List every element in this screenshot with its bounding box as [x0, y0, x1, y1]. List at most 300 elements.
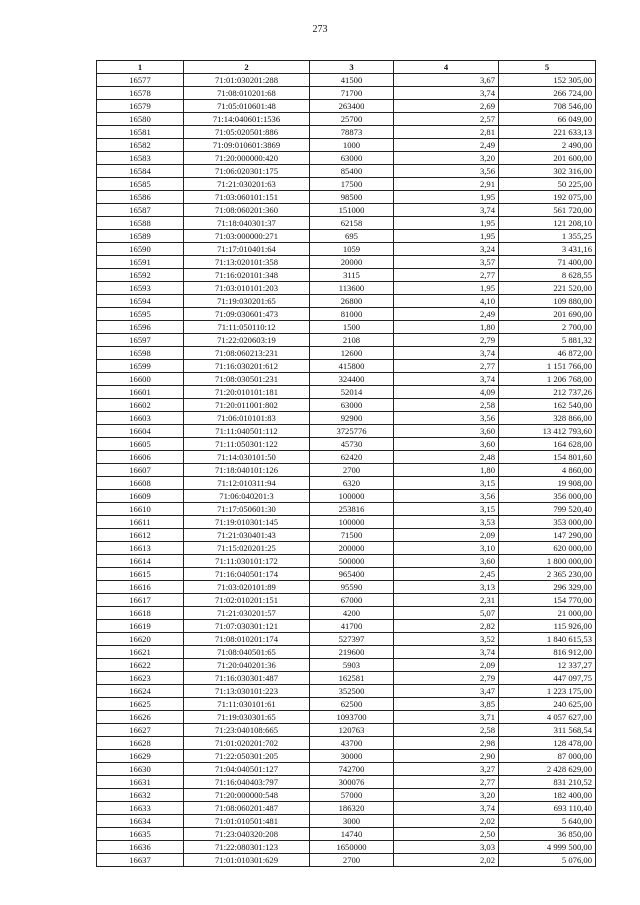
cadastral-number-cell: 71:01:020201:702: [184, 737, 310, 750]
area-cell: 25700: [310, 113, 394, 126]
amount-cell: 708 546,00: [499, 100, 596, 113]
cadastral-number-cell: 71:16:040501:174: [184, 568, 310, 581]
area-cell: 300076: [310, 776, 394, 789]
amount-cell: 19 908,00: [499, 477, 596, 490]
table-row: [97, 178, 596, 191]
table-row: [97, 568, 596, 581]
table-row: [97, 685, 596, 698]
table-row: [97, 451, 596, 464]
rate-cell: 3,56: [394, 490, 499, 503]
amount-cell: 128 478,00: [499, 737, 596, 750]
area-cell: 26800: [310, 295, 394, 308]
row-number-cell: 16618: [97, 607, 184, 620]
row-number-cell: 16621: [97, 646, 184, 659]
table-row: [97, 191, 596, 204]
rate-cell: 2,48: [394, 451, 499, 464]
amount-cell: 1 840 615,53: [499, 633, 596, 646]
rate-cell: 2,79: [394, 672, 499, 685]
amount-cell: 2 428 629,00: [499, 763, 596, 776]
row-number-cell: 16600: [97, 373, 184, 386]
rate-cell: 3,60: [394, 555, 499, 568]
amount-cell: 620 000,00: [499, 542, 596, 555]
cadastral-number-cell: 71:01:030201:288: [184, 74, 310, 87]
area-cell: 200000: [310, 542, 394, 555]
table-row: [97, 321, 596, 334]
table-row: [97, 594, 596, 607]
area-cell: 1650000: [310, 841, 394, 854]
amount-cell: 152 305,00: [499, 74, 596, 87]
row-number-cell: 16627: [97, 724, 184, 737]
amount-cell: 4 999 500,00: [499, 841, 596, 854]
area-cell: 63000: [310, 152, 394, 165]
cadastral-number-cell: 71:03:020101:89: [184, 581, 310, 594]
table-row: [97, 633, 596, 646]
area-cell: 100000: [310, 490, 394, 503]
column-header: 5: [499, 61, 596, 74]
amount-cell: 212 737,26: [499, 386, 596, 399]
table-row: [97, 555, 596, 568]
row-number-cell: 16630: [97, 763, 184, 776]
rate-cell: 5,07: [394, 607, 499, 620]
amount-cell: 164 628,00: [499, 438, 596, 451]
row-number-cell: 16580: [97, 113, 184, 126]
amount-cell: 109 880,00: [499, 295, 596, 308]
row-number-cell: 16593: [97, 282, 184, 295]
row-number-cell: 16585: [97, 178, 184, 191]
amount-cell: 2 365 230,00: [499, 568, 596, 581]
cadastral-number-cell: 71:08:060201:487: [184, 802, 310, 815]
cadastral-number-cell: 71:14:040601:1536: [184, 113, 310, 126]
amount-cell: 311 568,54: [499, 724, 596, 737]
cadastral-number-cell: 71:17:050601:30: [184, 503, 310, 516]
area-cell: 2700: [310, 464, 394, 477]
area-cell: 162581: [310, 672, 394, 685]
rate-cell: 2,77: [394, 269, 499, 282]
cadastral-number-cell: 71:11:030101:172: [184, 555, 310, 568]
area-cell: 500000: [310, 555, 394, 568]
rate-cell: 1,95: [394, 191, 499, 204]
cadastral-number-cell: 71:01:010501:481: [184, 815, 310, 828]
rate-cell: 4,09: [394, 386, 499, 399]
table-row: [97, 646, 596, 659]
area-cell: 92900: [310, 412, 394, 425]
cadastral-number-cell: 71:20:040201:36: [184, 659, 310, 672]
area-cell: 85400: [310, 165, 394, 178]
amount-cell: 87 000,00: [499, 750, 596, 763]
rate-cell: 3,52: [394, 633, 499, 646]
rate-cell: 3,47: [394, 685, 499, 698]
rate-cell: 3,13: [394, 581, 499, 594]
rate-cell: 2,77: [394, 360, 499, 373]
rate-cell: 1,95: [394, 217, 499, 230]
row-number-cell: 16613: [97, 542, 184, 555]
rate-cell: 3,57: [394, 256, 499, 269]
row-number-cell: 16625: [97, 698, 184, 711]
area-cell: 2108: [310, 334, 394, 347]
table-row: [97, 295, 596, 308]
cadastral-number-cell: 71:20:000000:420: [184, 152, 310, 165]
row-number-cell: 16579: [97, 100, 184, 113]
row-number-cell: 16624: [97, 685, 184, 698]
amount-cell: 66 049,00: [499, 113, 596, 126]
rate-cell: 2,58: [394, 399, 499, 412]
cadastral-number-cell: 71:13:030101:223: [184, 685, 310, 698]
area-cell: 57000: [310, 789, 394, 802]
amount-cell: 2 490,00: [499, 139, 596, 152]
table-row: [97, 789, 596, 802]
amount-cell: 13 412 793,60: [499, 425, 596, 438]
row-number-cell: 16578: [97, 87, 184, 100]
cadastral-number-cell: 71:03:060101:151: [184, 191, 310, 204]
row-number-cell: 16628: [97, 737, 184, 750]
amount-cell: 221 520,00: [499, 282, 596, 295]
cadastral-number-cell: 71:19:030301:65: [184, 711, 310, 724]
land-plot-table: [96, 60, 596, 867]
table-row: [97, 828, 596, 841]
row-number-cell: 16586: [97, 191, 184, 204]
cadastral-number-cell: 71:08:010201:68: [184, 87, 310, 100]
cadastral-number-cell: 71:08:060213:231: [184, 347, 310, 360]
rate-cell: 2,09: [394, 529, 499, 542]
rate-cell: 3,74: [394, 802, 499, 815]
row-number-cell: 16617: [97, 594, 184, 607]
table-row: [97, 802, 596, 815]
row-number-cell: 16597: [97, 334, 184, 347]
rate-cell: 3,03: [394, 841, 499, 854]
rate-cell: 3,56: [394, 165, 499, 178]
table-row: [97, 360, 596, 373]
area-cell: 527397: [310, 633, 394, 646]
row-number-cell: 16622: [97, 659, 184, 672]
area-cell: 100000: [310, 516, 394, 529]
row-number-cell: 16592: [97, 269, 184, 282]
area-cell: 17500: [310, 178, 394, 191]
cadastral-number-cell: 71:17:010401:64: [184, 243, 310, 256]
row-number-cell: 16607: [97, 464, 184, 477]
amount-cell: 328 866,00: [499, 412, 596, 425]
cadastral-number-cell: 71:16:020101:348: [184, 269, 310, 282]
area-cell: 41700: [310, 620, 394, 633]
table-row: [97, 503, 596, 516]
row-number-cell: 16631: [97, 776, 184, 789]
rate-cell: 3,15: [394, 477, 499, 490]
rate-cell: 2,98: [394, 737, 499, 750]
row-number-cell: 16611: [97, 516, 184, 529]
row-number-cell: 16595: [97, 308, 184, 321]
table-row: [97, 165, 596, 178]
rate-cell: 3,71: [394, 711, 499, 724]
column-header: 3: [310, 61, 394, 74]
cadastral-number-cell: 71:14:030101:50: [184, 451, 310, 464]
table-row: [97, 113, 596, 126]
table-row: [97, 607, 596, 620]
cadastral-number-cell: 71:22:080301:123: [184, 841, 310, 854]
rate-cell: 3,20: [394, 152, 499, 165]
amount-cell: 201 690,00: [499, 308, 596, 321]
row-number-cell: 16577: [97, 74, 184, 87]
cadastral-number-cell: 71:06:010101:83: [184, 412, 310, 425]
rate-cell: 2,82: [394, 620, 499, 633]
table-row: [97, 841, 596, 854]
rate-cell: 2,57: [394, 113, 499, 126]
area-cell: 62420: [310, 451, 394, 464]
area-cell: 324400: [310, 373, 394, 386]
area-cell: 3000: [310, 815, 394, 828]
cadastral-number-cell: 71:20:010101:181: [184, 386, 310, 399]
rate-cell: 2,45: [394, 568, 499, 581]
table-row: [97, 243, 596, 256]
area-cell: 1093700: [310, 711, 394, 724]
rate-cell: 2,79: [394, 334, 499, 347]
table-row: [97, 412, 596, 425]
table-row: [97, 737, 596, 750]
table-row: [97, 152, 596, 165]
amount-cell: 162 540,00: [499, 399, 596, 412]
area-cell: 78873: [310, 126, 394, 139]
row-number-cell: 16635: [97, 828, 184, 841]
rate-cell: 3,60: [394, 438, 499, 451]
rate-cell: 1,80: [394, 464, 499, 477]
amount-cell: 71 400,00: [499, 256, 596, 269]
cadastral-number-cell: 71:05:010601:48: [184, 100, 310, 113]
cadastral-number-cell: 71:18:040101:126: [184, 464, 310, 477]
area-cell: 81000: [310, 308, 394, 321]
table-row: [97, 139, 596, 152]
area-cell: 742700: [310, 763, 394, 776]
cadastral-number-cell: 71:20:011001:802: [184, 399, 310, 412]
cadastral-number-cell: 71:13:020101:358: [184, 256, 310, 269]
area-cell: 43700: [310, 737, 394, 750]
table-body: [97, 74, 596, 867]
amount-cell: 799 520,40: [499, 503, 596, 516]
rate-cell: 3,74: [394, 87, 499, 100]
amount-cell: 115 926,00: [499, 620, 596, 633]
cadastral-number-cell: 71:23:040320:208: [184, 828, 310, 841]
area-cell: 113600: [310, 282, 394, 295]
area-cell: 186320: [310, 802, 394, 815]
amount-cell: 296 329,00: [499, 581, 596, 594]
cadastral-number-cell: 71:03:010101:203: [184, 282, 310, 295]
table-row: [97, 581, 596, 594]
row-number-cell: 16616: [97, 581, 184, 594]
amount-cell: 831 210,52: [499, 776, 596, 789]
row-number-cell: 16603: [97, 412, 184, 425]
row-number-cell: 16588: [97, 217, 184, 230]
row-number-cell: 16587: [97, 204, 184, 217]
cadastral-number-cell: 71:15:020201:25: [184, 542, 310, 555]
amount-cell: 5 076,00: [499, 854, 596, 867]
area-cell: 3115: [310, 269, 394, 282]
amount-cell: 192 075,00: [499, 191, 596, 204]
row-number-cell: 16609: [97, 490, 184, 503]
area-cell: 253816: [310, 503, 394, 516]
area-cell: 1059: [310, 243, 394, 256]
rate-cell: 3,27: [394, 763, 499, 776]
rate-cell: 3,15: [394, 503, 499, 516]
row-number-cell: 16604: [97, 425, 184, 438]
cadastral-number-cell: 71:21:030201:63: [184, 178, 310, 191]
amount-cell: 266 724,00: [499, 87, 596, 100]
area-cell: 98500: [310, 191, 394, 204]
rate-cell: 2,02: [394, 815, 499, 828]
row-number-cell: 16598: [97, 347, 184, 360]
cadastral-number-cell: 71:11:040501:112: [184, 425, 310, 438]
table-row: [97, 490, 596, 503]
rate-cell: 1,95: [394, 282, 499, 295]
rate-cell: 3,74: [394, 347, 499, 360]
amount-cell: 1 355,25: [499, 230, 596, 243]
area-cell: 3725776: [310, 425, 394, 438]
table-row: [97, 724, 596, 737]
area-cell: 62500: [310, 698, 394, 711]
table-row: [97, 425, 596, 438]
row-number-cell: 16608: [97, 477, 184, 490]
row-number-cell: 16602: [97, 399, 184, 412]
area-cell: 219600: [310, 646, 394, 659]
table-row: [97, 100, 596, 113]
cadastral-number-cell: 71:08:010201:174: [184, 633, 310, 646]
rate-cell: 3,53: [394, 516, 499, 529]
rate-cell: 3,56: [394, 412, 499, 425]
row-number-cell: 16615: [97, 568, 184, 581]
row-number-cell: 16629: [97, 750, 184, 763]
amount-cell: 147 290,00: [499, 529, 596, 542]
table-row: [97, 750, 596, 763]
area-cell: 67000: [310, 594, 394, 607]
amount-cell: 816 912,00: [499, 646, 596, 659]
cadastral-number-cell: 71:07:030301:121: [184, 620, 310, 633]
area-cell: 6320: [310, 477, 394, 490]
amount-cell: 693 110,40: [499, 802, 596, 815]
area-cell: 5903: [310, 659, 394, 672]
amount-cell: 50 225,00: [499, 178, 596, 191]
rate-cell: 2,81: [394, 126, 499, 139]
table-row: [97, 126, 596, 139]
rate-cell: 2,91: [394, 178, 499, 191]
cadastral-number-cell: 71:22:050301:205: [184, 750, 310, 763]
area-cell: 62158: [310, 217, 394, 230]
table-row: [97, 373, 596, 386]
amount-cell: 36 850,00: [499, 828, 596, 841]
cadastral-number-cell: 71:05:020501:886: [184, 126, 310, 139]
amount-cell: 1 151 766,00: [499, 360, 596, 373]
rate-cell: 3,10: [394, 542, 499, 555]
area-cell: 151000: [310, 204, 394, 217]
amount-cell: 3 431,16: [499, 243, 596, 256]
area-cell: 695: [310, 230, 394, 243]
rate-cell: 2,90: [394, 750, 499, 763]
amount-cell: 21 000,00: [499, 607, 596, 620]
table-header-row: [97, 61, 596, 74]
amount-cell: 356 000,00: [499, 490, 596, 503]
row-number-cell: 16634: [97, 815, 184, 828]
row-number-cell: 16619: [97, 620, 184, 633]
rate-cell: 2,02: [394, 854, 499, 867]
amount-cell: 1 206 768,00: [499, 373, 596, 386]
table-row: [97, 698, 596, 711]
cadastral-number-cell: 71:06:040201:3: [184, 490, 310, 503]
amount-cell: 1 223 175,00: [499, 685, 596, 698]
amount-cell: 46 872,00: [499, 347, 596, 360]
table-row: [97, 74, 596, 87]
cadastral-number-cell: 71:06:020301:175: [184, 165, 310, 178]
cadastral-number-cell: 71:16:030301:487: [184, 672, 310, 685]
table-row: [97, 386, 596, 399]
table-row: [97, 256, 596, 269]
row-number-cell: 16637: [97, 854, 184, 867]
rate-cell: 1,95: [394, 230, 499, 243]
amount-cell: 221 633,13: [499, 126, 596, 139]
amount-cell: 5 881,32: [499, 334, 596, 347]
rate-cell: 2,31: [394, 594, 499, 607]
cadastral-number-cell: 71:21:030201:57: [184, 607, 310, 620]
cadastral-number-cell: 71:19:030201:65: [184, 295, 310, 308]
cadastral-number-cell: 71:09:010601:3869: [184, 139, 310, 152]
rate-cell: 3,67: [394, 74, 499, 87]
cadastral-number-cell: 71:08:030501:231: [184, 373, 310, 386]
row-number-cell: 16612: [97, 529, 184, 542]
table-row: [97, 282, 596, 295]
amount-cell: 2 700,00: [499, 321, 596, 334]
cadastral-number-cell: 71:19:010301:145: [184, 516, 310, 529]
table-row: [97, 620, 596, 633]
area-cell: 1500: [310, 321, 394, 334]
amount-cell: 4 860,00: [499, 464, 596, 477]
rate-cell: 3,60: [394, 425, 499, 438]
cadastral-number-cell: 71:11:030101:61: [184, 698, 310, 711]
amount-cell: 154 801,60: [499, 451, 596, 464]
rate-cell: 2,09: [394, 659, 499, 672]
rate-cell: 3,20: [394, 789, 499, 802]
row-number-cell: 16581: [97, 126, 184, 139]
row-number-cell: 16589: [97, 230, 184, 243]
row-number-cell: 16601: [97, 386, 184, 399]
area-cell: 41500: [310, 74, 394, 87]
table-row: [97, 763, 596, 776]
row-number-cell: 16623: [97, 672, 184, 685]
row-number-cell: 16582: [97, 139, 184, 152]
table-row: [97, 399, 596, 412]
row-number-cell: 16584: [97, 165, 184, 178]
amount-cell: 154 770,00: [499, 594, 596, 607]
table-row: [97, 230, 596, 243]
row-number-cell: 16633: [97, 802, 184, 815]
cadastral-number-cell: 71:02:010201:151: [184, 594, 310, 607]
column-header: 4: [394, 61, 499, 74]
table-row: [97, 464, 596, 477]
cadastral-number-cell: 71:16:030201:612: [184, 360, 310, 373]
area-cell: 4200: [310, 607, 394, 620]
cadastral-number-cell: 71:04:040501:127: [184, 763, 310, 776]
table-row: [97, 347, 596, 360]
rate-cell: 3,74: [394, 373, 499, 386]
table-row: [97, 672, 596, 685]
table-row: [97, 269, 596, 282]
amount-cell: 8 628,55: [499, 269, 596, 282]
area-cell: 95590: [310, 581, 394, 594]
area-cell: 30000: [310, 750, 394, 763]
row-number-cell: 16606: [97, 451, 184, 464]
area-cell: 965400: [310, 568, 394, 581]
cadastral-number-cell: 71:03:000000:271: [184, 230, 310, 243]
row-number-cell: 16591: [97, 256, 184, 269]
amount-cell: 447 097,75: [499, 672, 596, 685]
rate-cell: 3,74: [394, 646, 499, 659]
rate-cell: 3,74: [394, 204, 499, 217]
amount-cell: 240 625,00: [499, 698, 596, 711]
cadastral-number-cell: 71:08:060201:360: [184, 204, 310, 217]
area-cell: 120763: [310, 724, 394, 737]
